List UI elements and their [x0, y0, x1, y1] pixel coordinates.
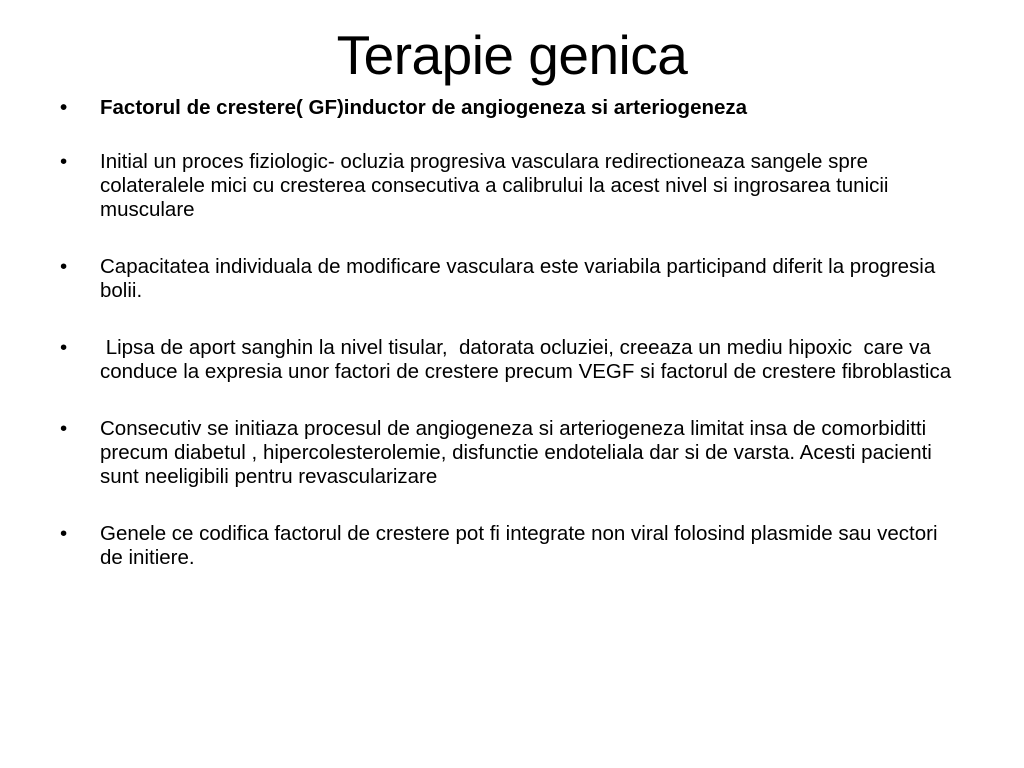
bullet-icon: • — [60, 255, 68, 278]
bullet-text: Lipsa de aport sanghin la nivel tisular, datorata ocluziei, creeaza un mediu hipoxic care va conduce la expresia unor factori de crestere precum VEGF si factorul de crestere fibroblastica — [100, 336, 952, 383]
bullet-text: Genele ce codifica factorul de crestere pot fi integrate non viral folosind plasmide sau vectori de initiere. — [100, 522, 938, 569]
bullet-item — [0, 417, 1024, 489]
bullet-text: Consecutiv se initiaza procesul de angiogeneza si arteriogeneza limitat insa de comorbiditti precum diabetul , hipercolesterolemie, disfunctie endoteliala dar si de varsta. Acesti pacienti sunt neeligibili pentru revascularizare — [100, 417, 932, 488]
bullet-item — [0, 150, 1024, 222]
bullet-text: Capacitatea individuala de modificare vasculara este variabila participand diferit la progresia bolii. — [100, 255, 936, 302]
bullet-text: Factorul de crestere( GF)inductor de angiogeneza si arteriogeneza — [100, 96, 748, 119]
bullet-list — [0, 96, 1024, 594]
slide-title: Terapie genica — [336, 24, 688, 86]
bullet-item — [0, 336, 1024, 384]
bullet-item — [0, 96, 1024, 120]
bullet-text: Initial un proces fiziologic- ocluzia progresiva vasculara redirectioneaza sangele spre colateralele mici cu cresterea consecutiva a calibrului la acest nivel si ingrosarea tunicii musculare — [100, 150, 889, 221]
bullet-item — [0, 522, 1024, 570]
bullet-item — [0, 255, 1024, 303]
bullet-icon: • — [60, 417, 68, 440]
bullet-icon: • — [60, 96, 68, 119]
bullet-icon: • — [60, 336, 68, 359]
bullet-icon: • — [60, 150, 68, 173]
bullet-icon: • — [60, 522, 68, 545]
